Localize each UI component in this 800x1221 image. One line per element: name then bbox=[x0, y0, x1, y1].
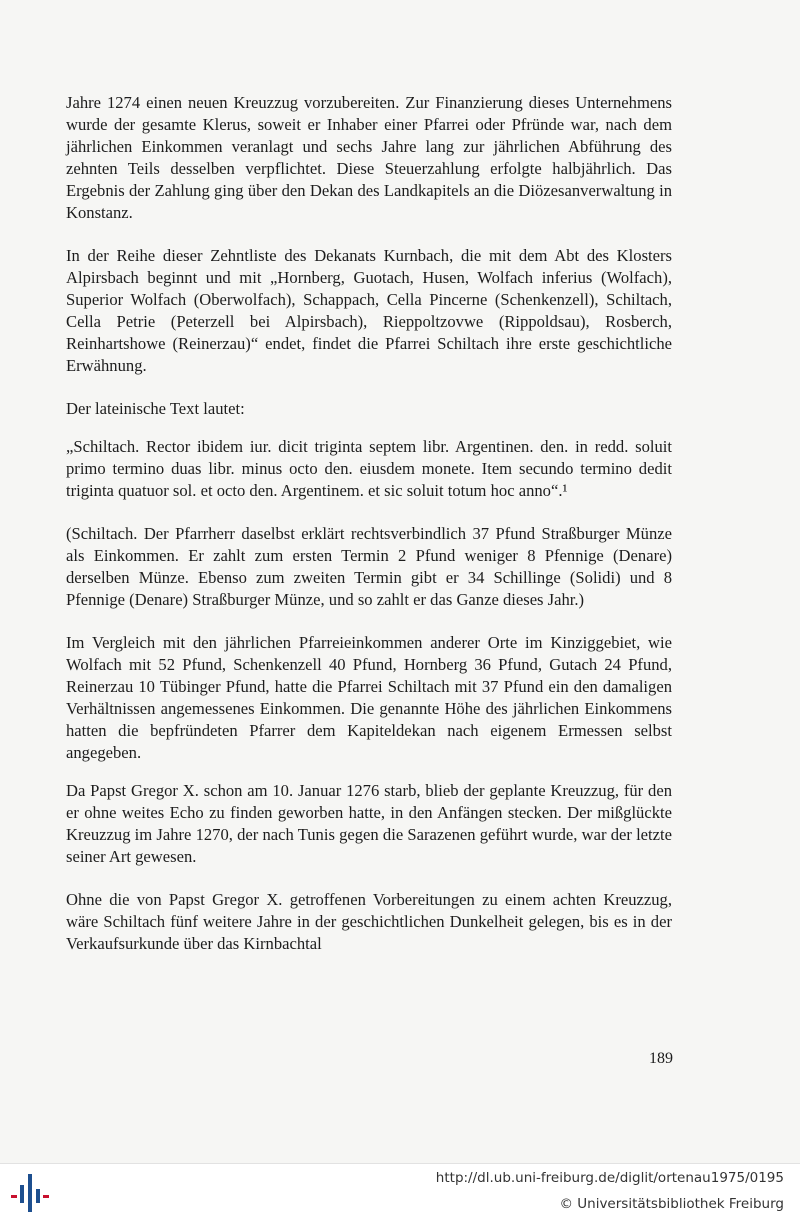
paragraph-latin-quote: „Schiltach. Rector ibidem iur. dicit triginta septem libr. Argentinen. den. in redd. soluit primo termino duas libr. minus octo den. eiusdem monete. Item secundo termino dedit triginta quatuor sol. et octo den. Argentinem. et sic soluit totum hoc anno“.¹ bbox=[66, 437, 672, 500]
page-number: 189 bbox=[649, 1050, 673, 1067]
paragraph-latin-intro: Der lateinische Text lautet: bbox=[66, 399, 245, 418]
page-body bbox=[66, 92, 672, 976]
paragraph-tithe-list: In der Reihe dieser Zehntliste des Dekanats Kurnbach, die mit dem Abt des Klosters Alpirsbach beginnt und mit „Hornberg, Guotach, Husen, Wolfach inferius (Wolfach), Superior Wolfach (Oberwolfach), Schappach, Cella Pincerne (Schenkenzell), Schiltach, Cella Petrie (Peterzell bei Alpirsbach), Rieppoltzovwe (Rippoldsau), Rosberch, Reinhartshowe (Reinerzau)“ endet, findet die Pfarrei Schiltach ihre erste geschichtliche Erwähnung. bbox=[66, 246, 672, 375]
paragraph-crusade-financing: Jahre 1274 einen neuen Kreuzzug vorzubereiten. Zur Finanzierung dieses Unternehmens wurde der gesamte Klerus, soweit er Inhaber einer Pfarrei oder Pfründe war, nach dem jährlichen Einkommen veranlagt und sechs Jahre lang zur jährlichen Abführung des zehnten Teils desselben verpflichtet. Diese Steuerzahlung erfolgte halbjährlich. Das Ergebnis der Zahlung ging über den Dekan des Landkapitels an die Diözesanverwaltung in Konstanz. bbox=[66, 93, 672, 222]
ub-freiburg-logo-icon bbox=[10, 1173, 50, 1213]
copyright-notice: © Universitätsbibliothek Freiburg bbox=[559, 1196, 784, 1212]
paragraph-gregor-death: Da Papst Gregor X. schon am 10. Januar 1276 starb, blieb der geplante Kreuzzug, für den er ohne weites Echo zu finden geworben hatte, in den Anfängen stecken. Der mißglückte Kreuzzug im Jahre 1270, der nach Tunis gegen die Sarazenen geführt wurde, war der letzte seiner Art gewesen. bbox=[66, 781, 672, 866]
paragraph-income-comparison: Im Vergleich mit den jährlichen Pfarreieinkommen anderer Orte im Kinziggebiet, wie Wolfach mit 52 Pfund, Schenkenzell 40 Pfund, Hornberg 36 Pfund, Gutach 24 Pfund, Reinerzau 10 Tübinger Pfund, hatte die Pfarrei Schiltach mit 37 Pfund ein den damaligen Verhältnissen angemessenes Einkommen. Die genannte Höhe des jährlichen Einkommens hatten die bepfründeten Pfarrer dem Kapiteldekan nach eigenem Ermessen selbst angegeben. bbox=[66, 633, 672, 762]
paragraph-closing: Ohne die von Papst Gregor X. getroffenen Vorbereitungen zu einem achten Kreuzzug, wäre Schiltach fünf weitere Jahre in der geschichtlichen Dunkelheit gelegen, bis es in der Verkaufsurkunde über das Kirnbachtal bbox=[66, 890, 672, 953]
source-url-link[interactable]: http://dl.ub.uni-freiburg.de/diglit/ortenau1975/0195 bbox=[435, 1170, 784, 1186]
footer-bar bbox=[0, 1163, 800, 1221]
paragraph-translation: (Schiltach. Der Pfarrherr daselbst erklärt rechtsverbindlich 37 Pfund Straßburger Münze als Einkommen. Er zahlt zum ersten Termin 2 Pfund weniger 8 Pfennige (Denare) derselben Münze. Ebenso zum zweiten Termin gibt er 34 Schillinge (Solidi) und 8 Pfennige (Denare) Straßburger Münze, und so zahlt er das Ganze dieses Jahr.) bbox=[66, 524, 672, 609]
